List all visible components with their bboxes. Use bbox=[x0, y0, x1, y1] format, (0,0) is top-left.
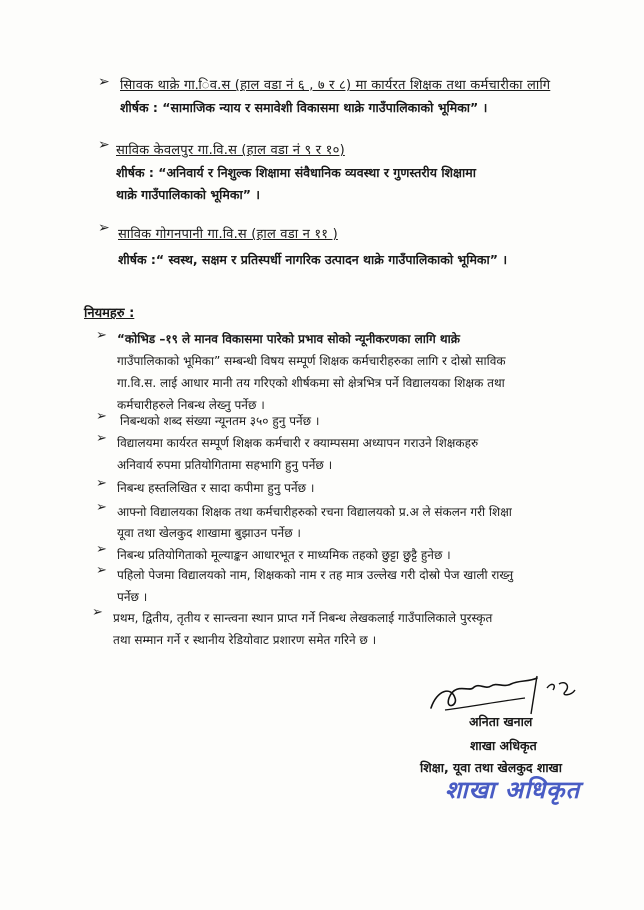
arrow-bullet-icon: ➢ bbox=[96, 431, 107, 446]
rule-7-line-2: पर्नेछ । bbox=[117, 590, 148, 604]
arrow-bullet-icon: ➢ bbox=[96, 542, 107, 557]
section-2-title-line-1: शीर्षक : “अनिवार्य र निशुल्क शिक्षामा संवैधानिक व्यवस्था र गुणस्तरीय शिक्षामा bbox=[116, 165, 476, 180]
rule-8-line-1: प्रथम, द्वितीय, तृतीय र सान्त्वना स्थान प्राप्त गर्ने निबन्ध लेखकलाई गाउँपालिकाले पुरस्कृत bbox=[113, 611, 493, 625]
arrow-bullet-icon: ➢ bbox=[96, 328, 107, 343]
office-stamp: शाखा अधिकृत bbox=[445, 776, 581, 804]
section-3-title: शीर्षक :“ स्वस्थ, सक्षम र प्रतिस्पर्धी नागरिक उत्पादन थाक्रे गाउँपालिकाको भूमिका” । bbox=[118, 252, 508, 267]
office-name: शिक्षा, यूवा तथा खेलकुद शाखा bbox=[420, 760, 563, 775]
rule-5-line-2: यूवा तथा खेलकुद शाखामा बुझाउन पर्नेछ । bbox=[117, 526, 301, 540]
section-1-heading: सािवक थाक्रे गा.िव.स (हाल वडा नं ६ , ७ र ८) मा कार्यरत शिक्षक तथा कर्मचारीका लागि bbox=[120, 78, 551, 93]
signatory-designation: शाखा अधिकृत bbox=[470, 738, 537, 753]
rule-6-line-1: निबन्ध प्रतियोगिताको मूल्याङ्कन आधारभूत र माध्यमिक तहको छुट्टा छुट्टै हुनेछ । bbox=[117, 548, 451, 562]
arrow-bullet-icon: ➢ bbox=[96, 409, 107, 424]
rule-3-line-2: अनिवार्य रुपमा प्रतियोगितामा सहभागि हुनु पर्नेछ । bbox=[117, 458, 333, 472]
rule-1-line-3: गा.वि.स. लाई आधार मानी तय गरिएको शीर्षकमा सो क्षेत्रभित्र पर्ने विद्यालयका शिक्षक तथा bbox=[117, 376, 505, 390]
rule-1-line-2: गाउँपालिकाको भूमिका” सम्बन्धी विषय सम्पूर्ण शिक्षक कर्मचारीहरुका लागि र दोस्रो साविक bbox=[117, 354, 506, 368]
section-1-title: शीर्षक : “सामाजिक न्याय र समावेशी विकासमा थाक्रे गाउँपालिकाको भूमिका” । bbox=[120, 100, 488, 115]
rule-1-line-1: “कोभिड –१९ ले मानव विकासमा पारेको प्रभाव सोको न्यूनीकरणका लागि थाक्रे bbox=[117, 332, 460, 346]
rule-5-line-1: आफ्नो विद्यालयका शिक्षक तथा कर्मचारीहरुको रचना विद्यालयको प्र.अ ले संकलन गरी शिक्षा bbox=[117, 505, 512, 519]
rule-7-line-1: पहिलो पेजमा विद्यालयको नाम, शिक्षकको नाम र तह मात्र उल्लेख गरी दोस्रो पेज खाली राख्नु bbox=[117, 568, 514, 582]
rule-8-line-2: तथा सम्मान गर्ने र स्थानीय रेडियोवाट प्रशारण समेत गरिने छ । bbox=[113, 633, 377, 647]
arrow-bullet-icon: ➢ bbox=[98, 137, 110, 153]
arrow-bullet-icon: ➢ bbox=[96, 563, 107, 578]
arrow-bullet-icon: ➢ bbox=[98, 220, 110, 236]
section-3-heading: साविक गोगनपानी गा.वि.स (हाल वडा न ११ ) bbox=[118, 227, 338, 242]
rules-heading: नियमहरु : bbox=[84, 306, 135, 321]
section-2-title-line-2: थाक्रे गाउँपालिकाको भूमिका” । bbox=[116, 187, 261, 202]
arrow-bullet-icon: ➢ bbox=[92, 605, 103, 620]
section-2-heading: साविक केवलपुर गा.वि.स (हाल वडा नं ९ र १०) bbox=[116, 143, 345, 158]
signatory-name: अनिता खनाल bbox=[469, 714, 533, 729]
rule-3-line-1: विद्यालयमा कार्यरत सम्पूर्ण शिक्षक कर्मचारी र क्याम्पसमा अध्यापन गराउने शिक्षकहरु bbox=[117, 436, 479, 450]
arrow-bullet-icon: ➢ bbox=[98, 74, 110, 90]
rule-4-line-1: निबन्ध हस्तलिखित र सादा कपीमा हुनु पर्नेछ । bbox=[117, 481, 315, 495]
rule-2-line-1: निबन्धको शब्द संख्या न्यूनतम ३५० हुनु पर्नेछ । bbox=[120, 414, 320, 428]
arrow-bullet-icon: ➢ bbox=[96, 500, 107, 515]
arrow-bullet-icon: ➢ bbox=[96, 476, 107, 491]
rule-1-line-4: कर्मचारीहरुले निबन्ध लेख्नु पर्नेछ । bbox=[117, 398, 265, 412]
